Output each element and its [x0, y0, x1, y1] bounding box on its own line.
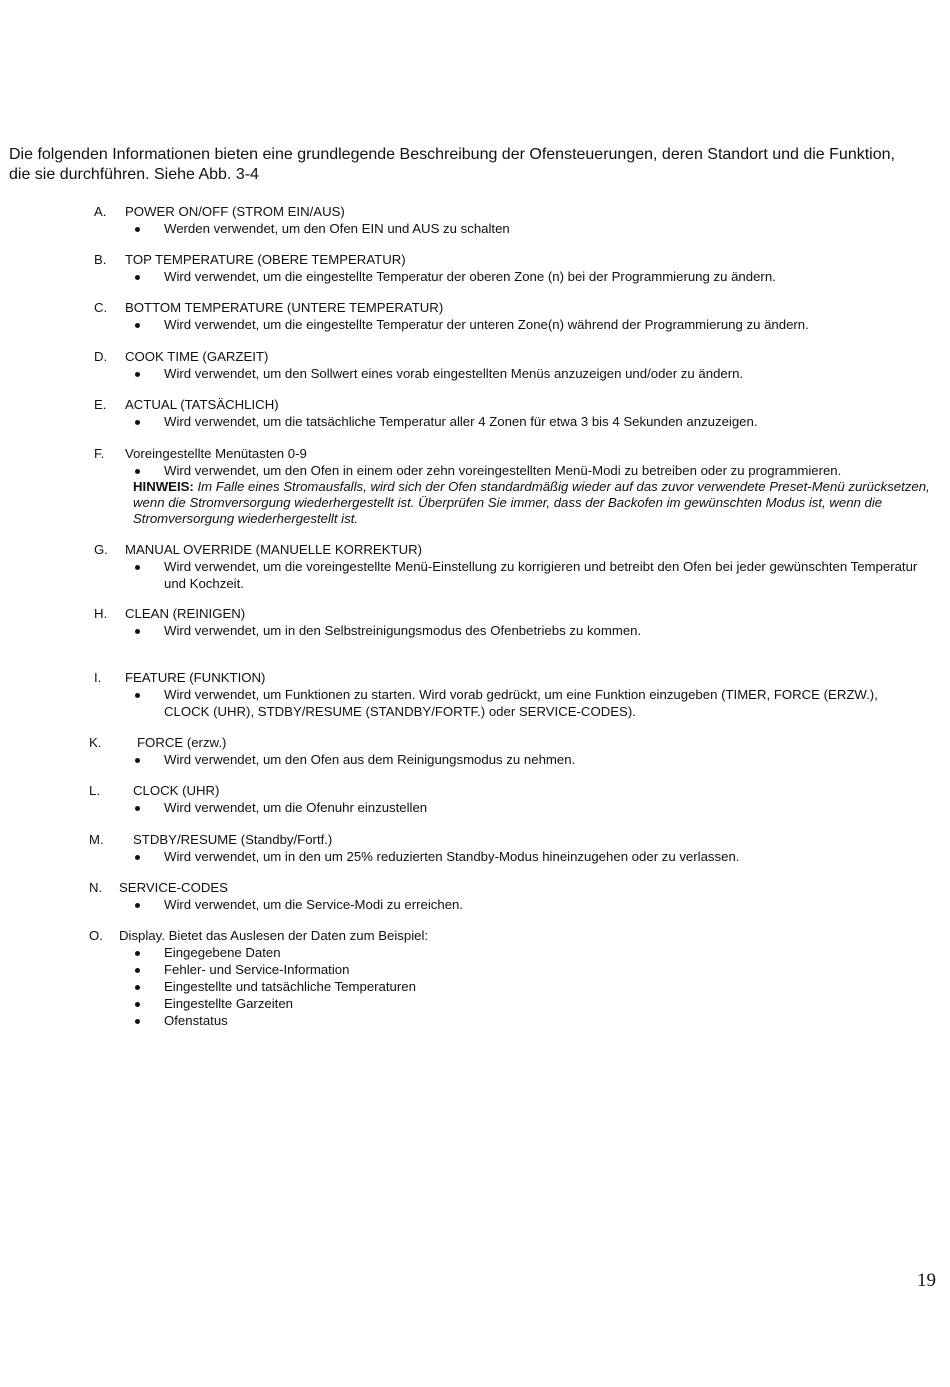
item-letter: H. [94, 606, 108, 621]
bullet-list [133, 317, 923, 334]
item-letter: G. [94, 542, 108, 557]
item-heading: FEATURE (FUNKTION) [125, 670, 266, 685]
item-heading: CLEAN (REINIGEN) [125, 606, 246, 621]
bullet-item: Fehler- und Service-Information [133, 962, 923, 979]
item-heading: STDBY/RESUME (Standby/Fortf.) [133, 832, 333, 847]
bullet-item: Wird verwendet, um die eingestellte Temperatur der oberen Zone (n) bei der Programmierung zu ändern. [133, 269, 923, 286]
page-number: 19 [917, 1270, 936, 1291]
bullet-list [133, 463, 923, 480]
bullet-list [133, 897, 923, 914]
note-text: Im Falle eines Stromausfalls, wird sich der Ofen standardmäßig wieder auf das zuvor verwendete Preset-Menü zurücksetzen, wenn die Stromversorgung wiederhergestellt ist. Überprüfen Sie immer, dass der Backofen im gewünschten Modus ist, wenn die Stromversorgung wiederhergestellt ist. [133, 479, 930, 526]
item-letter: I. [94, 670, 102, 685]
item-letter: D. [94, 349, 108, 364]
item-heading: SERVICE-CODES [119, 880, 228, 895]
bullet-item: Ofenstatus [133, 1013, 923, 1030]
item-letter: C. [94, 300, 108, 315]
bullet-list [133, 366, 923, 383]
bullet-list [133, 269, 923, 286]
bullet-item: Wird verwendet, um in den Selbstreinigungsmodus des Ofenbetriebs zu kommen. [133, 623, 923, 640]
bullet-item: Werden verwendet, um den Ofen EIN und AUS zu schalten [133, 221, 923, 238]
item-letter: M. [89, 832, 104, 847]
bullet-item: Wird verwendet, um den Sollwert eines vorab eingestellten Menüs anzuzeigen und/oder zu ändern. [133, 366, 923, 383]
item-heading: MANUAL OVERRIDE (MANUELLE KORREKTUR) [125, 542, 423, 557]
item-letter: O. [89, 928, 103, 943]
item-heading: CLOCK (UHR) [133, 783, 220, 798]
bullet-list [133, 221, 923, 238]
item-letter: E. [94, 397, 107, 412]
bullet-item: Wird verwendet, um die Service-Modi zu erreichen. [133, 897, 923, 914]
bullet-item: Wird verwendet, um die voreingestellte Menü-Einstellung zu korrigieren und betreibt den Ofen bei jeder gewünschten Temperatur und Kochzeit. [133, 559, 923, 592]
bullet-item: Wird verwendet, um die Ofenuhr einzustellen [133, 800, 923, 817]
item-heading: Voreingestellte Menütasten 0-9 [125, 446, 307, 461]
item-heading: TOP TEMPERATURE (OBERE TEMPERATUR) [125, 252, 406, 267]
bullet-item: Wird verwendet, um den Ofen aus dem Reinigungsmodus zu nehmen. [133, 752, 923, 769]
bullet-item: Wird verwendet, um in den um 25% reduzierten Standby-Modus hineinzugehen oder zu verlassen. [133, 849, 923, 866]
item-letter: N. [89, 880, 103, 895]
bullet-list [133, 623, 923, 640]
item-heading: FORCE (erzw.) [137, 735, 227, 750]
item-letter: A. [94, 204, 107, 219]
bullet-list [133, 414, 923, 431]
bullet-list [133, 559, 923, 593]
item-heading: POWER ON/OFF (STROM EIN/AUS) [125, 204, 345, 219]
note-paragraph [133, 479, 933, 527]
bullet-list [133, 687, 923, 721]
item-letter: B. [94, 252, 107, 267]
item-heading: COOK TIME (GARZEIT) [125, 349, 269, 364]
bullet-item: Wird verwendet, um den Ofen in einem oder zehn voreingestellten Menü-Modi zu betreiben oder zu programmieren. [133, 463, 923, 480]
item-heading: ACTUAL (TATSÄCHLICH) [125, 397, 279, 412]
intro-paragraph: Die folgenden Informationen bieten eine grundlegende Beschreibung der Ofensteuerungen, deren Standort und die Funktion, die sie durchführen. Siehe Abb. 3-4 [9, 146, 895, 183]
bullet-list [133, 752, 923, 769]
item-letter: K. [89, 735, 102, 750]
item-heading: BOTTOM TEMPERATURE (UNTERE TEMPERATUR) [125, 300, 444, 315]
bullet-item: Wird verwendet, um die eingestellte Temperatur der unteren Zone(n) während der Programmierung zu ändern. [133, 317, 923, 334]
bullet-item: Wird verwendet, um die tatsächliche Temperatur aller 4 Zonen für etwa 3 bis 4 Sekunden anzuzeigen. [133, 414, 923, 431]
bullet-item: Wird verwendet, um Funktionen zu starten. Wird vorab gedrückt, um eine Funktion einzugeben (TIMER, FORCE (ERZW.), CLOCK (UHR), STDBY/RESUME (STANDBY/FORTF.) oder SERVICE-CODES). [133, 687, 923, 720]
bullet-item: Eingestellte und tatsächliche Temperaturen [133, 979, 923, 996]
item-heading: Display. Bietet das Auslesen der Daten zum Beispiel: [119, 928, 429, 943]
bullet-list [133, 800, 923, 817]
bullet-item: Eingegebene Daten [133, 945, 923, 962]
bullet-item: Eingestellte Garzeiten [133, 996, 923, 1013]
bullet-list [133, 945, 923, 1030]
bullet-list [133, 849, 923, 866]
item-letter: L. [89, 783, 100, 798]
item-letter: F. [94, 446, 105, 461]
note-label: HINWEIS: [133, 479, 194, 494]
